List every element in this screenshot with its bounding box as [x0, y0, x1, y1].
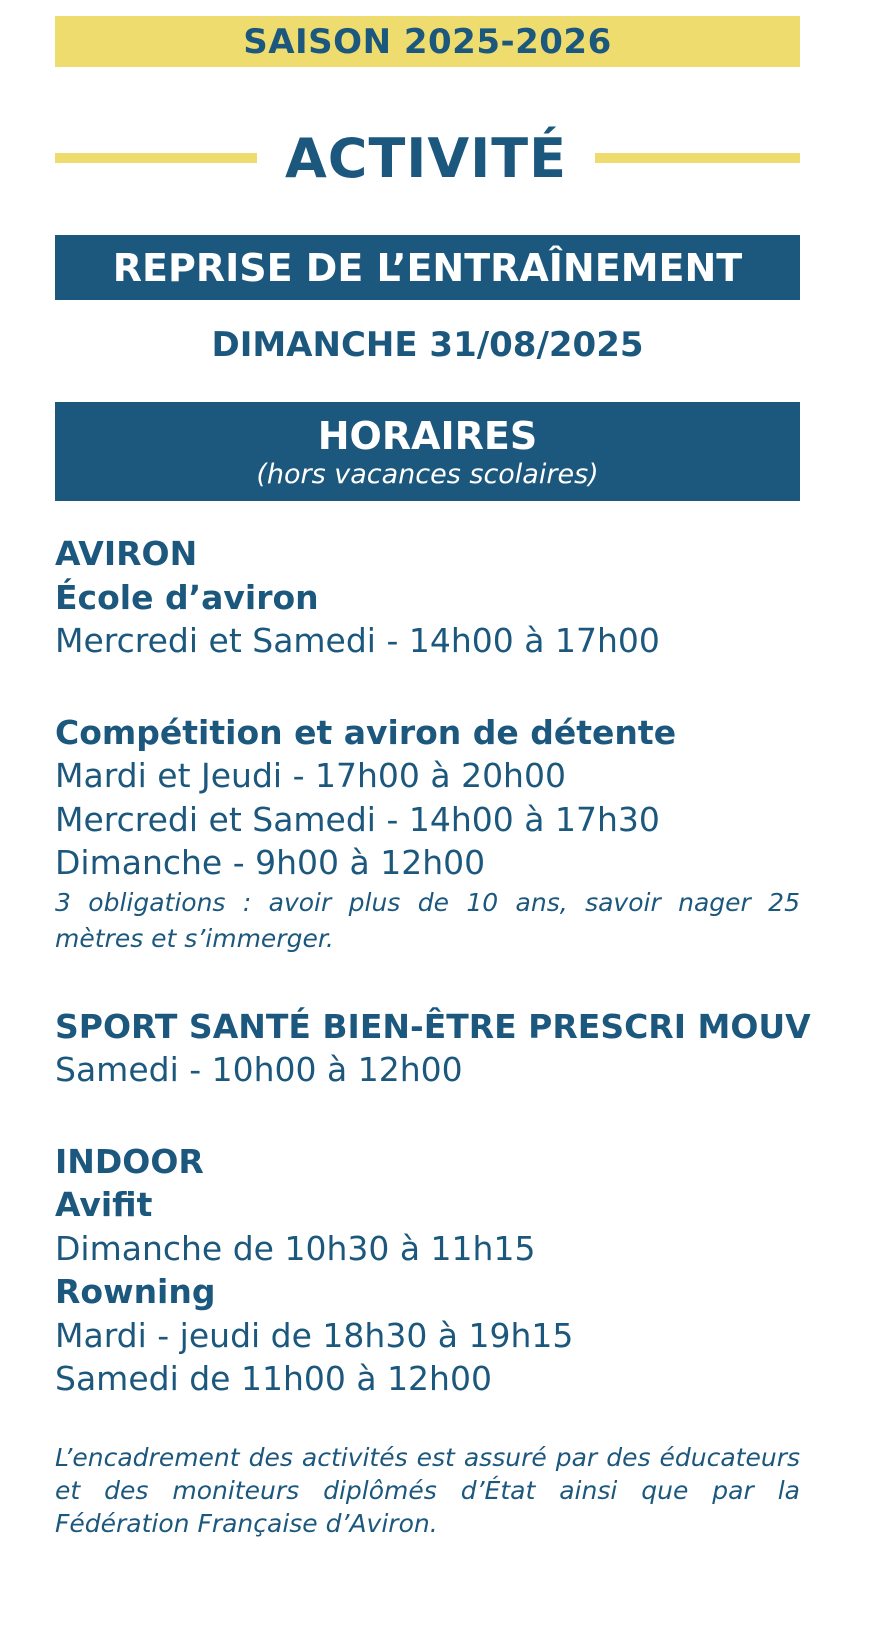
horaires-title: HORAIRES [317, 413, 538, 458]
spacer [55, 957, 800, 1005]
schedule [55, 532, 811, 1401]
reprise-banner: REPRISE DE L’ENTRAÎNEMENT [55, 235, 800, 300]
section-title-indoor: INDOOR [55, 1141, 204, 1181]
horaires-banner [55, 402, 800, 501]
horaires-subtitle: (hors vacances scolaires) [256, 458, 599, 490]
footer-note: L’encadrement des activités est assuré par des éducateurs et des moniteurs diplômés d’État ainsi que par la Fédération Française d’Aviron. [55, 1443, 800, 1538]
subsection-title-avifit: Avifit [55, 1185, 153, 1224]
decorative-rule-right [595, 153, 800, 163]
schedule-line: Dimanche - 9h00 à 12h00 [55, 843, 486, 882]
subsection-title-competition: Compétition et aviron de détente [55, 712, 677, 752]
season-banner: SAISON 2025-2026 [55, 16, 800, 67]
activity-title: ACTIVITÉ [285, 126, 567, 190]
schedule-line: Samedi - 10h00 à 12h00 [55, 1050, 463, 1089]
schedule-line: Samedi de 11h00 à 12h00 [55, 1359, 492, 1398]
section-title-aviron: AVIRON [55, 534, 198, 573]
spacer [55, 1092, 800, 1140]
section-title-sport-sante: SPORT SANTÉ BIEN-ÊTRE PRESCRI MOUV [55, 1006, 811, 1046]
schedule-line: Mercredi et Samedi - 14h00 à 17h00 [55, 621, 660, 660]
reprise-date: DIMANCHE 31/08/2025 [211, 325, 644, 365]
schedule-line: Mardi et Jeudi - 17h00 à 20h00 [55, 756, 566, 795]
subsection-title-rowning: Rowning [55, 1272, 216, 1311]
activity-heading [55, 120, 800, 196]
schedule-line: Dimanche de 10h30 à 11h15 [55, 1228, 536, 1268]
schedule-line: Mercredi et Samedi - 14h00 à 17h30 [55, 799, 660, 839]
schedule-line: Mardi - jeudi de 18h30 à 19h15 [55, 1315, 574, 1355]
spacer [55, 663, 800, 711]
decorative-rule-left [55, 153, 257, 163]
requirements-note: 3 obligations : avoir plus de 10 ans, savoir nager 25 mètres et s’immerger. [55, 887, 800, 953]
subsection-title-ecole: École d’aviron [55, 577, 319, 617]
